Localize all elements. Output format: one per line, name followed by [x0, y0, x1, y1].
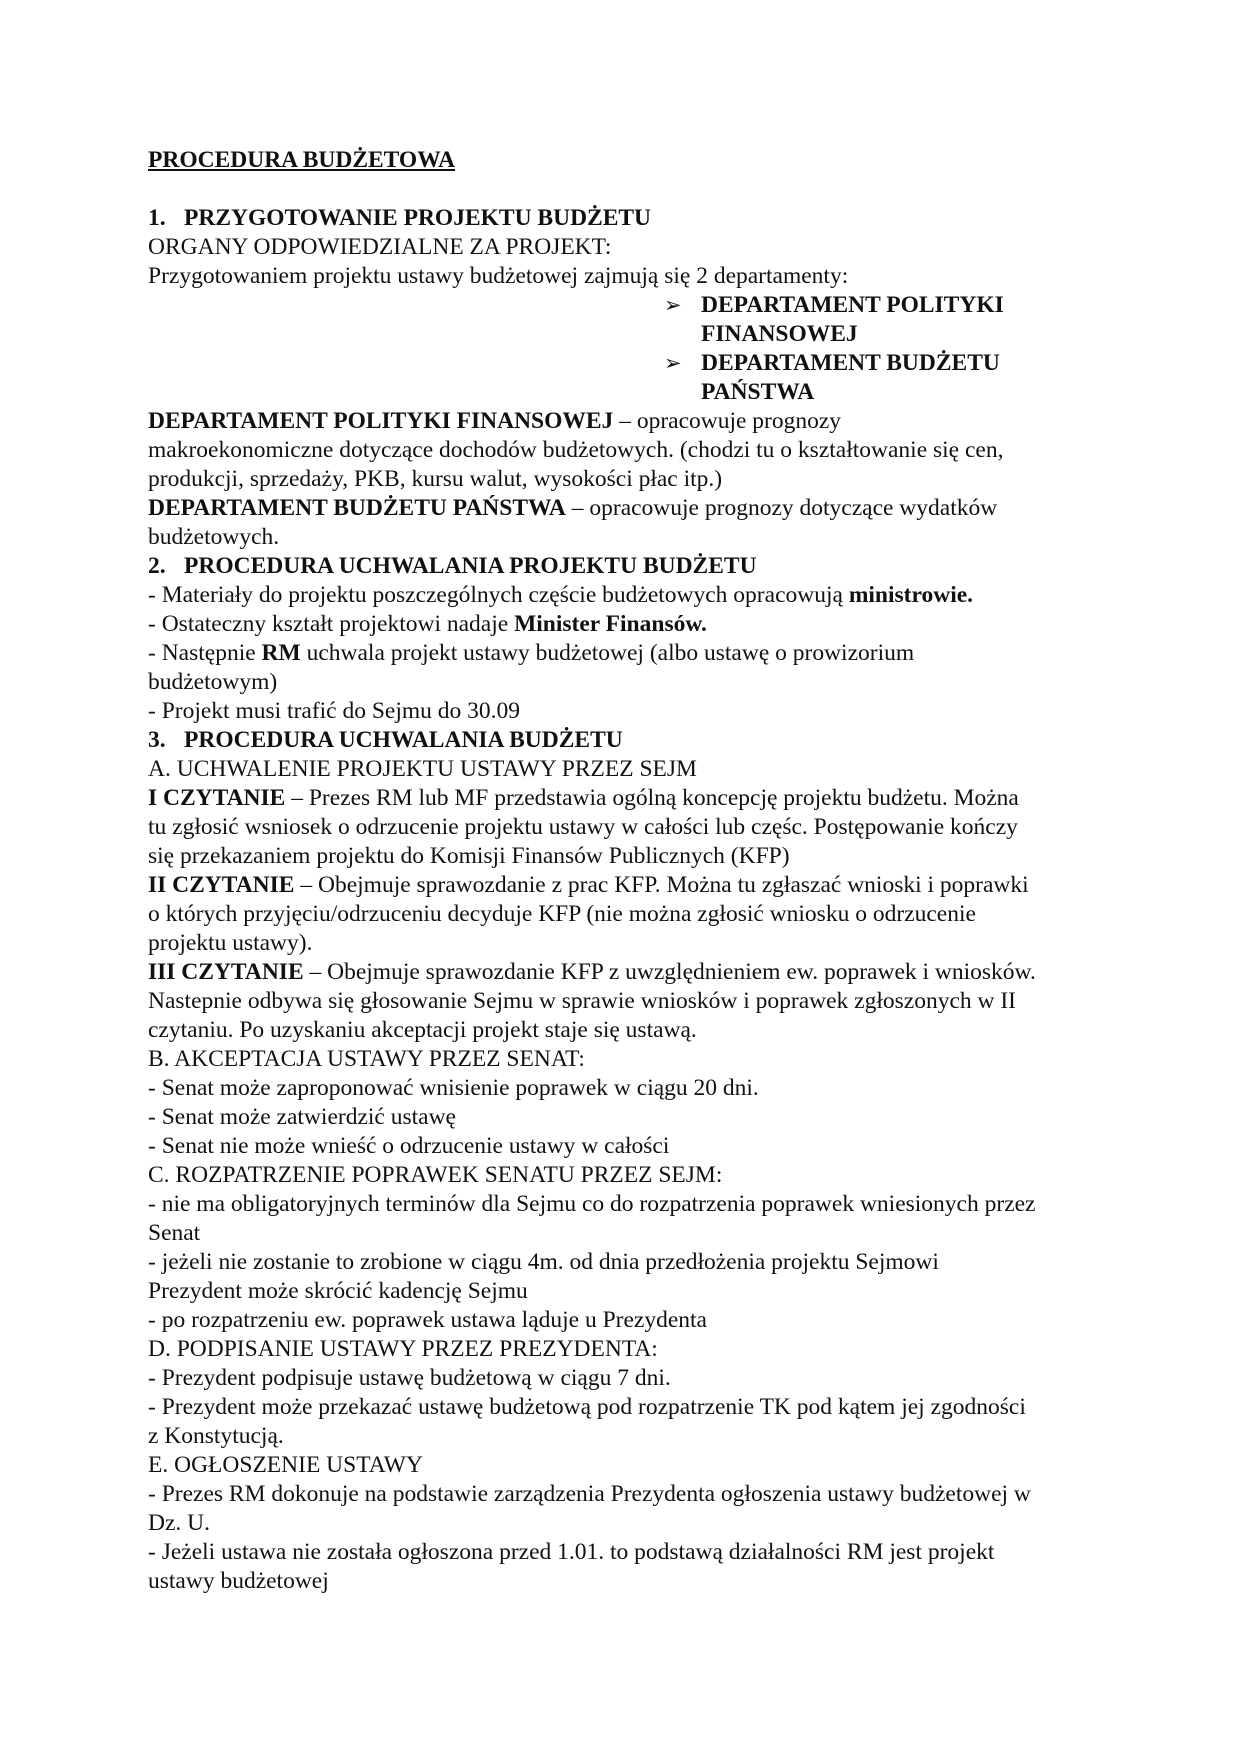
- arrow-bullet-icon: ➢: [664, 351, 682, 375]
- bold-term: I CZYTANIE: [148, 785, 286, 811]
- paragraph-line: czytaniu. Po uzyskaniu akceptacji projekt staje się ustawą.: [148, 1017, 697, 1043]
- document-title: PROCEDURA BUDŻETOWA: [148, 147, 456, 173]
- list-item-continued: ustawy budżetowej: [148, 1568, 329, 1594]
- section-2-heading: [148, 552, 757, 581]
- organs-heading: ORGANY ODPOWIEDZIALNE ZA PROJEKT:: [148, 234, 612, 260]
- list-item-continued: Prezydent może skrócić kadencję Sejmu: [148, 1278, 528, 1304]
- paragraph-line: się przekazaniem projektu do Komisji Finansów Publicznych (KFP): [148, 843, 790, 869]
- list-item: - jeżeli nie zostanie to zrobione w ciągu 4m. od dnia przedłożenia projektu Sejmowi: [148, 1249, 939, 1275]
- paragraph-line: Nastepnie odbywa się głosowanie Sejmu w sprawie wniosków i poprawek zgłoszonych w II: [148, 988, 1017, 1014]
- dbp-term: DEPARTAMENT BUDŻETU PAŃSTWA: [148, 495, 566, 521]
- subsection-a-heading: A. UCHWALENIE PROJEKTU USTAWY PRZEZ SEJM: [148, 756, 697, 782]
- reading-3-paragraph: III CZYTANIE – Obejmuje sprawozdanie KFP z uwzględnieniem ew. poprawek i wniosków.: [148, 959, 1036, 985]
- dpf-paragraph: DEPARTAMENT POLITYKI FINANSOWEJ – opracowuje prognozy: [148, 408, 842, 434]
- list-item: - Senat nie może wnieść o odrzucenie ustawy w całości: [148, 1133, 670, 1159]
- bullet-dpf-line1: DEPARTAMENT POLITYKI: [701, 292, 1004, 318]
- list-item: - Materiały do projektu poszczególnych częście budżetowych opracowują ministrowie.: [148, 582, 974, 608]
- section-title: PROCEDURA UCHWALANIA BUDŻETU: [184, 727, 623, 753]
- subsection-d-heading: D. PODPISANIE USTAWY PRZEZ PREZYDENTA:: [148, 1336, 658, 1362]
- section-title: PRZYGOTOWANIE PROJEKTU BUDŻETU: [184, 205, 652, 231]
- section-1-heading: [148, 204, 651, 233]
- intro-text: Przygotowaniem projektu ustawy budżetowej zajmują się 2 departamenty:: [148, 263, 849, 289]
- bold-term: III CZYTANIE: [148, 959, 304, 985]
- bold-term: ministrowie.: [848, 582, 974, 608]
- dpf-term: DEPARTAMENT POLITYKI FINANSOWEJ: [148, 408, 614, 434]
- dpf-line2: makroekonomiczne dotyczące dochodów budżetowych. (chodzi tu o kształtowanie się cen,: [148, 437, 1004, 463]
- bold-term: II CZYTANIE: [148, 872, 295, 898]
- bold-term: Minister Finansów.: [514, 611, 707, 637]
- section-title: PROCEDURA UCHWALANIA PROJEKTU BUDŻETU: [184, 553, 757, 579]
- bullet-dpf-line2: FINANSOWEJ: [701, 321, 858, 347]
- list-item: - Prezydent może przekazać ustawę budżetową pod rozpatrzenie TK pod kątem jej zgodności: [148, 1394, 1026, 1420]
- list-item-continued: Dz. U.: [148, 1510, 210, 1536]
- dbp-paragraph: DEPARTAMENT BUDŻETU PAŃSTWA – opracowuje prognozy dotyczące wydatków: [148, 495, 998, 521]
- section-3-heading: [148, 726, 623, 755]
- reading-2-paragraph: II CZYTANIE – Obejmuje sprawozdanie z prac KFP. Można tu zgłaszać wnioski i poprawki: [148, 872, 1029, 898]
- list-item-continued: Senat: [148, 1220, 201, 1246]
- section-number: 1.: [148, 205, 166, 231]
- list-item: - Senat może zatwierdzić ustawę: [148, 1104, 456, 1130]
- list-item-continued: budżetowym): [148, 669, 278, 695]
- subsection-c-heading: C. ROZPATRZENIE POPRAWEK SENATU PRZEZ SEJM:: [148, 1162, 723, 1188]
- list-item: - Prezes RM dokonuje na podstawie zarządzenia Prezydenta ogłoszenia ustawy budżetowej w: [148, 1481, 1031, 1507]
- list-item-continued: z Konstytucją.: [148, 1423, 284, 1449]
- list-item: - Następnie RM uchwala projekt ustawy budżetowej (albo ustawę o prowizorium: [148, 640, 915, 666]
- subsection-e-heading: E. OGŁOSZENIE USTAWY: [148, 1452, 423, 1478]
- bold-term: RM: [261, 640, 301, 666]
- list-item: - nie ma obligatoryjnych terminów dla Sejmu co do rozpatrzenia poprawek wniesionych przez: [148, 1191, 1036, 1217]
- bullet-dbp-line1: DEPARTAMENT BUDŻETU: [701, 350, 1000, 376]
- subsection-b-heading: B. AKCEPTACJA USTAWY PRZEZ SENAT:: [148, 1046, 585, 1072]
- list-item: - Prezydent podpisuje ustawę budżetową w ciągu 7 dni.: [148, 1365, 671, 1391]
- list-item: - Senat może zaproponować wnisienie poprawek w ciągu 20 dni.: [148, 1075, 759, 1101]
- paragraph-line: projektu ustawy).: [148, 930, 313, 956]
- bullet-dbp-line2: PAŃSTWA: [701, 379, 815, 405]
- section-number: 3.: [148, 727, 166, 753]
- list-item: - Jeżeli ustawa nie została ogłoszona przed 1.01. to podstawą działalności RM jest projekt: [148, 1539, 995, 1565]
- list-item: - Projekt musi trafić do Sejmu do 30.09: [148, 698, 521, 724]
- dbp-line2: budżetowych.: [148, 524, 280, 550]
- paragraph-line: o których przyjęciu/odrzuceniu decyduje KFP (nie można zgłosić wniosku o odrzucenie: [148, 901, 976, 927]
- dpf-line3: produkcji, sprzedaży, PKB, kursu walut, wysokości płac itp.): [148, 466, 723, 492]
- section-number: 2.: [148, 553, 166, 579]
- list-item: - po rozpatrzeniu ew. poprawek ustawa ląduje u Prezydenta: [148, 1307, 707, 1333]
- list-item: - Ostateczny kształt projektowi nadaje Minister Finansów.: [148, 611, 707, 637]
- arrow-bullet-icon: ➢: [664, 293, 682, 317]
- paragraph-line: tu zgłosić wsniosek o odrzucenie projektu ustawy w całości lub częśc. Postępowanie kończy: [148, 814, 1018, 840]
- reading-1-paragraph: I CZYTANIE – Prezes RM lub MF przedstawia ogólną koncepcję projektu budżetu. Można: [148, 785, 1019, 811]
